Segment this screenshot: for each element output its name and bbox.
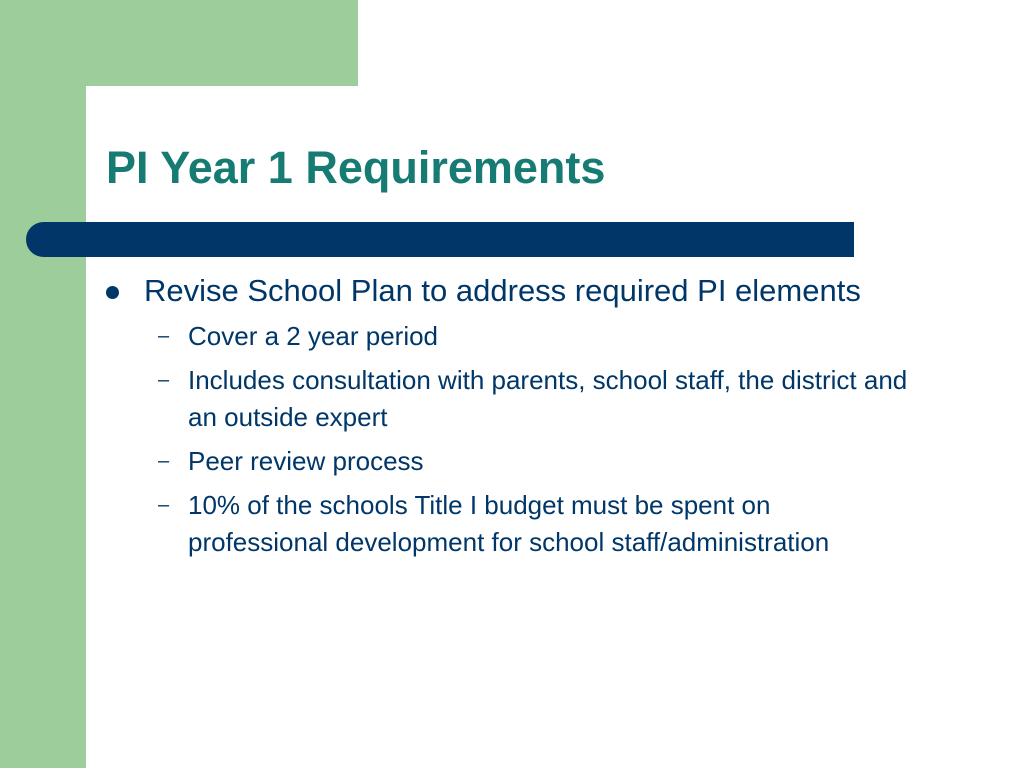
dash-icon: – xyxy=(158,369,170,391)
sub-bullet-item xyxy=(106,443,916,480)
title-underline-bar xyxy=(26,222,854,257)
slide-title: PI Year 1 Requirements xyxy=(106,142,606,193)
sub-bullet-list xyxy=(106,318,916,561)
sub-bullet-item xyxy=(106,487,916,561)
dash-icon: – xyxy=(158,494,170,516)
sub-bullet-item xyxy=(106,318,916,355)
slide-content xyxy=(106,271,916,568)
decorative-green-band-left xyxy=(0,0,86,768)
bullet-dot-icon xyxy=(106,286,119,299)
decorative-rounded-corner xyxy=(86,86,146,146)
dash-icon: – xyxy=(158,450,170,472)
decorative-green-band-top xyxy=(0,0,358,86)
sub-bullet-text: Cover a 2 year period xyxy=(188,321,439,351)
dash-icon: – xyxy=(158,325,170,347)
sub-bullet-text: Includes consultation with parents, school staff, the district and an outside expert xyxy=(188,365,908,432)
bullet-item xyxy=(106,271,916,311)
sub-bullet-text: Peer review process xyxy=(188,446,424,476)
bullet-text: Revise School Plan to address required PI elements xyxy=(144,273,861,308)
sub-bullet-item xyxy=(106,362,916,436)
sub-bullet-text: 10% of the schools Title I budget must be spent on professional development for school staff/administration xyxy=(188,490,830,557)
